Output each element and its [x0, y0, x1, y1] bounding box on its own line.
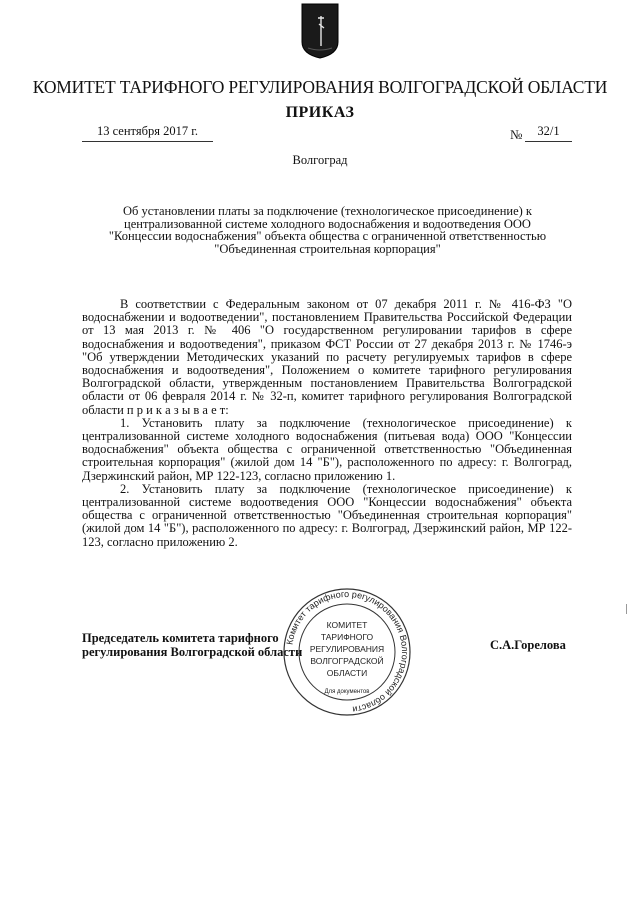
signatory-name: С.А.Горелова	[490, 638, 566, 652]
stamp-inner-line-4: ВОЛГОГРАДСКОЙ	[310, 656, 384, 666]
document-number: 32/1	[525, 124, 572, 142]
stamp-inner-line-3: РЕГУЛИРОВАНИЯ	[309, 644, 385, 654]
stamp-inner-line-5: ОБЛАСТИ	[326, 668, 368, 678]
signatory-title-line-1: Председатель комитета тарифного	[82, 631, 279, 645]
document-body	[82, 298, 572, 549]
signatory-title-line-2: регулирования Волгоградской области	[82, 644, 303, 659]
official-stamp	[282, 587, 412, 717]
margin-mark	[626, 604, 627, 614]
document-subject: Об установлении платы за подключение (технологическое присоединение) к централизованной системе холодного водоснабжения и водоотведения ООО "Концессии водоснабжения" объекта общества с ограниченной ответственностью "Объединенная строительная корпорация"	[108, 204, 547, 256]
coat-of-arms-emblem	[300, 2, 340, 60]
document-type-title: ПРИКАЗ	[285, 104, 355, 121]
preamble-paragraph: В соответствии с Федеральным законом от 07 декабря 2011 г. № 416-ФЗ "О водоснабжении и водоотведении", постановлением Правительства Российской Федерации от 13 мая 2013 г. № 406 "О государственном регулировании тарифов в сфере водоснабжения и водоотведения", приказом ФСТ России от 27 декабря 2013 г. № 1746-э "Об утверждении Методических указаний по расчету регулируемых тарифов в сфере водоснабжения и водоотведения", Положением о комитете тарифного регулирования Волгоградской области, утвержденным постановлением Правительства Волгоградской области от 06 февраля 2014 г. № 32-п, комитет тарифного регулирования Волгоградской области п р и к а з ы в а е т:	[82, 297, 572, 417]
signatory-title	[82, 632, 302, 659]
stamp-bottom-text: Для документов	[324, 689, 370, 695]
stamp-inner-line-1: КОМИТЕТ	[326, 620, 368, 630]
number-label: №	[510, 127, 523, 142]
document-city: Волгоград	[292, 153, 348, 167]
stamp-inner-line-2: ТАРИФНОГО	[320, 632, 374, 642]
order-item-1: 1. Установить плату за подключение (технологическое присоединение) к централизованной системе холодного водоснабжения (питьевая вода) ООО "Концессии водоснабжения" объекта общества с ограниченной ответственностью "Объединенная строительная корпорация" (жилой дом 14 "Б"), расположенного по адресу: г. Волгоград, Дзержинский район, МР 122-123, согласно приложению 1.	[82, 415, 572, 483]
stamp-outer-text: Комитет тарифного регулирования Волгоградской области	[284, 588, 411, 715]
document-date: 13 сентября 2017 г.	[82, 124, 213, 142]
order-item-2: 2. Установить плату за подключение (технологическое присоединение) к централизованной системе водоотведения ООО "Концессии водоснабжения" объекта общества с ограниченной ответственностью "Объединенная строительная корпорация" (жилой дом 14 "Б"), расположенного по адресу: г. Волгоград, Дзержинский район, МР 122-123, согласно приложению 2.	[82, 481, 572, 549]
committee-name: КОМИТЕТ ТАРИФНОГО РЕГУЛИРОВАНИЯ ВОЛГОГРАДСКОЙ ОБЛАСТИ	[32, 77, 608, 97]
